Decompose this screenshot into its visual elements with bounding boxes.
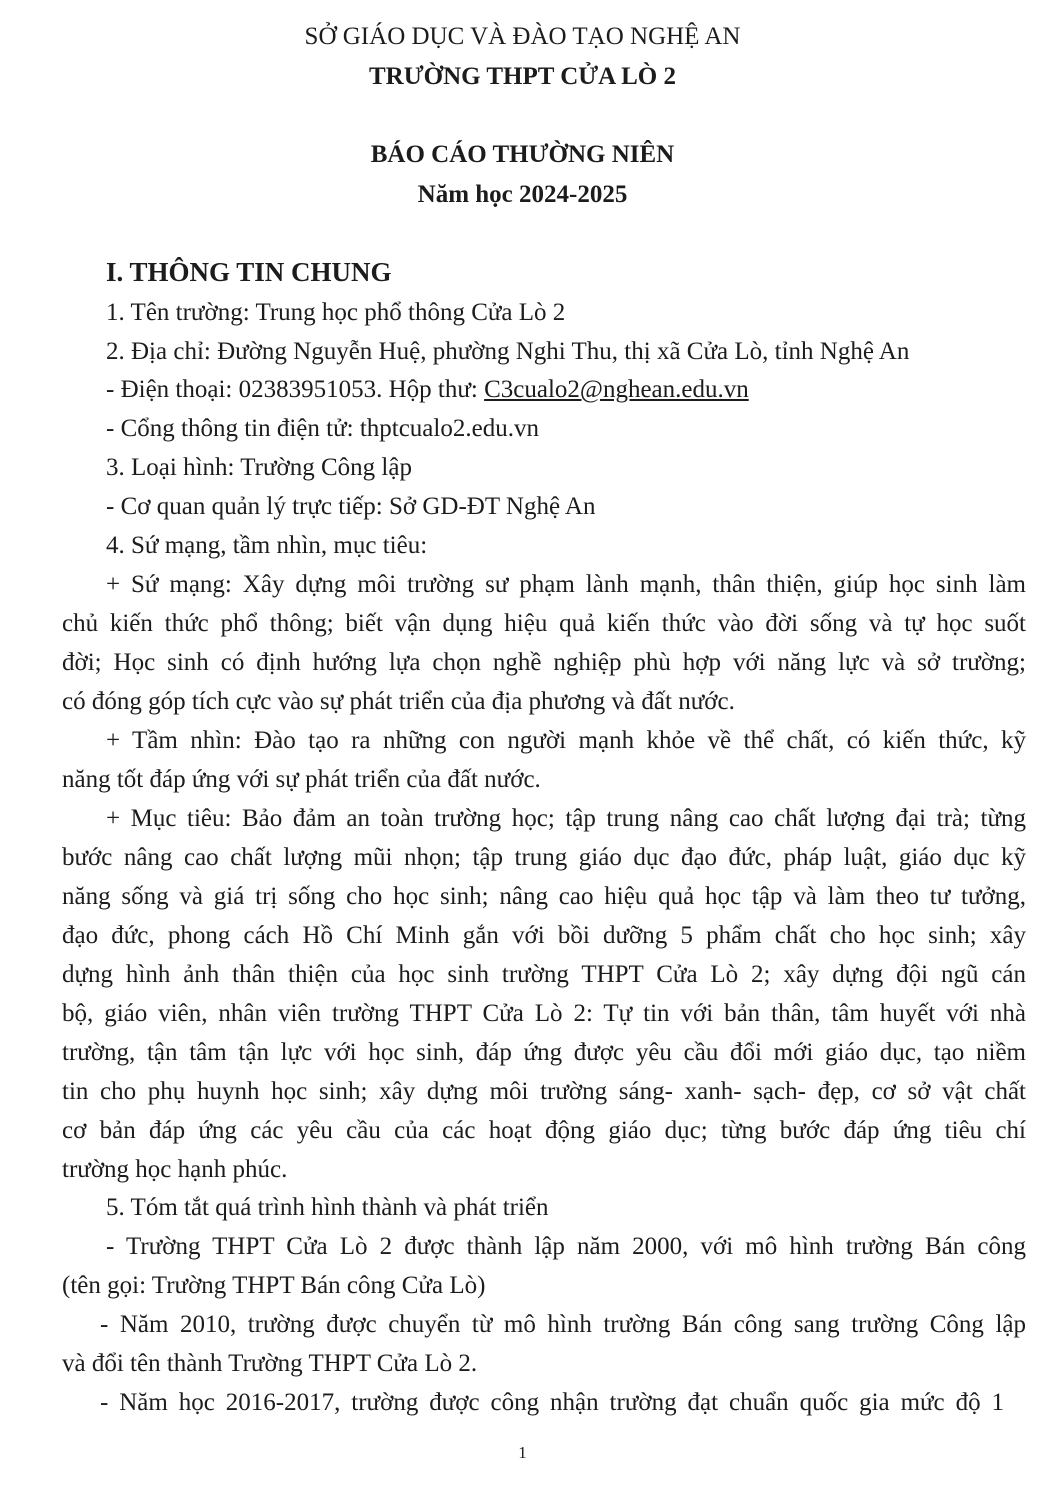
school-type-line: 3. Loại hình: Trường Công lập — [106, 454, 412, 481]
page-number: 1 — [518, 1443, 527, 1462]
paragraph-line: + Mục tiêu: Bảo đảm an toàn trường học; tập trung nâng cao chất lượng đại trà; từng — [106, 805, 1026, 832]
paragraph-line: năng tốt đáp ứng với sự phát triển của đất nước. — [62, 766, 541, 793]
paragraph-line: bộ, giáo viên, nhân viên trường THPT Cửa Lò 2: Tự tin với bản thân, tâm huyết với nhà — [62, 1000, 1026, 1027]
authority-line: - Cơ quan quản lý trực tiếp: Sở GD-ĐT Nghệ An — [106, 493, 596, 520]
paragraph-line: trường học hạnh phúc. — [62, 1156, 288, 1183]
report-title: BÁO CÁO THƯỜNG NIÊN — [370, 141, 675, 168]
paragraph-line: (tên gọi: Trường THPT Bán công Cửa Lò) — [62, 1272, 486, 1299]
paragraph-line: có đóng góp tích cực vào sự phát triển của địa phương và đất nước. — [62, 688, 735, 715]
phone-text: - Điện thoại: 02383951053. Hộp thư: — [106, 376, 485, 403]
paragraph-line: bước nâng cao chất lượng mũi nhọn; tập trung giáo dục đạo đức, pháp luật, giáo dục kỹ — [62, 844, 1026, 871]
school-year: Năm học 2024-2025 — [417, 181, 628, 208]
paragraph-line: + Sứ mạng: Xây dựng môi trường sư phạm lành mạnh, thân thiện, giúp học sinh làm — [106, 571, 1026, 598]
email-link[interactable]: C3cualo2@nghean.edu.vn — [484, 376, 749, 403]
section-heading: I. THÔNG TIN CHUNG — [106, 257, 392, 287]
paragraph-line: - Năm 2010, trường được chuyển từ mô hình trường Bán công sang trường Công lập — [100, 1311, 1026, 1338]
contact-line — [106, 375, 749, 405]
paragraph-line: - Trường THPT Cửa Lò 2 được thành lập năm 2000, với mô hình trường Bán công — [106, 1233, 1026, 1260]
paragraph-line: - Năm học 2016-2017, trường được công nhận trường đạt chuẩn quốc gia mức độ 1 — [100, 1389, 1004, 1416]
paragraph-line: tin cho phụ huynh học sinh; xây dựng môi trường sáng- xanh- sạch- đẹp, cơ sở vật chất — [62, 1078, 1026, 1105]
paragraph-line: cơ bản đáp ứng các yêu cầu của các hoạt động giáo dục; từng bước đáp ứng tiêu chí — [62, 1117, 1026, 1144]
department-name: SỞ GIÁO DỤC VÀ ĐÀO TẠO NGHỆ AN — [304, 23, 741, 50]
address-line: 2. Địa chỉ: Đường Nguyễn Huệ, phường Nghi Thu, thị xã Cửa Lò, tỉnh Nghệ An — [106, 338, 910, 365]
paragraph-line: năng sống và giá trị sống cho học sinh; nâng cao hiệu quả học tập và làm theo tư tưởng, — [62, 883, 1026, 910]
portal-line: - Cổng thông tin điện tử: thptcualo2.edu.vn — [106, 415, 539, 442]
paragraph-line: + Tầm nhìn: Đào tạo ra những con người mạnh khỏe về thể chất, có kiến thức, kỹ — [106, 727, 1026, 754]
paragraph-line: dựng hình ảnh thân thiện của học sinh trường THPT Cửa Lò 2; xây dựng đội ngũ cán — [62, 961, 1026, 988]
school-name-line: 1. Tên trường: Trung học phổ thông Cửa Lò 2 — [106, 299, 566, 326]
paragraph-line: đạo đức, phong cách Hồ Chí Minh gắn với bồi dưỡng 5 phẩm chất cho học sinh; xây — [62, 922, 1026, 949]
paragraph-line: chủ kiến thức phổ thông; biết vận dụng hiệu quả kiến thức vào đời sống và tự học suốt — [62, 610, 1026, 637]
paragraph-line: đời; Học sinh có định hướng lựa chọn nghề nghiệp phù hợp với năng lực và sở trường; — [62, 649, 1026, 676]
history-heading: 5. Tóm tắt quá trình hình thành và phát triển — [106, 1194, 549, 1221]
paragraph-line: trường, tận tâm tận lực với học sinh, đáp ứng được yêu cầu đổi mới giáo dục, tạo niềm — [62, 1039, 1026, 1066]
paragraph-line: và đổi tên thành Trường THPT Cửa Lò 2. — [62, 1350, 478, 1377]
school-name-header: TRƯỜNG THPT CỬA LÒ 2 — [369, 63, 676, 90]
mission-heading: 4. Sứ mạng, tầm nhìn, mục tiêu: — [106, 532, 428, 559]
